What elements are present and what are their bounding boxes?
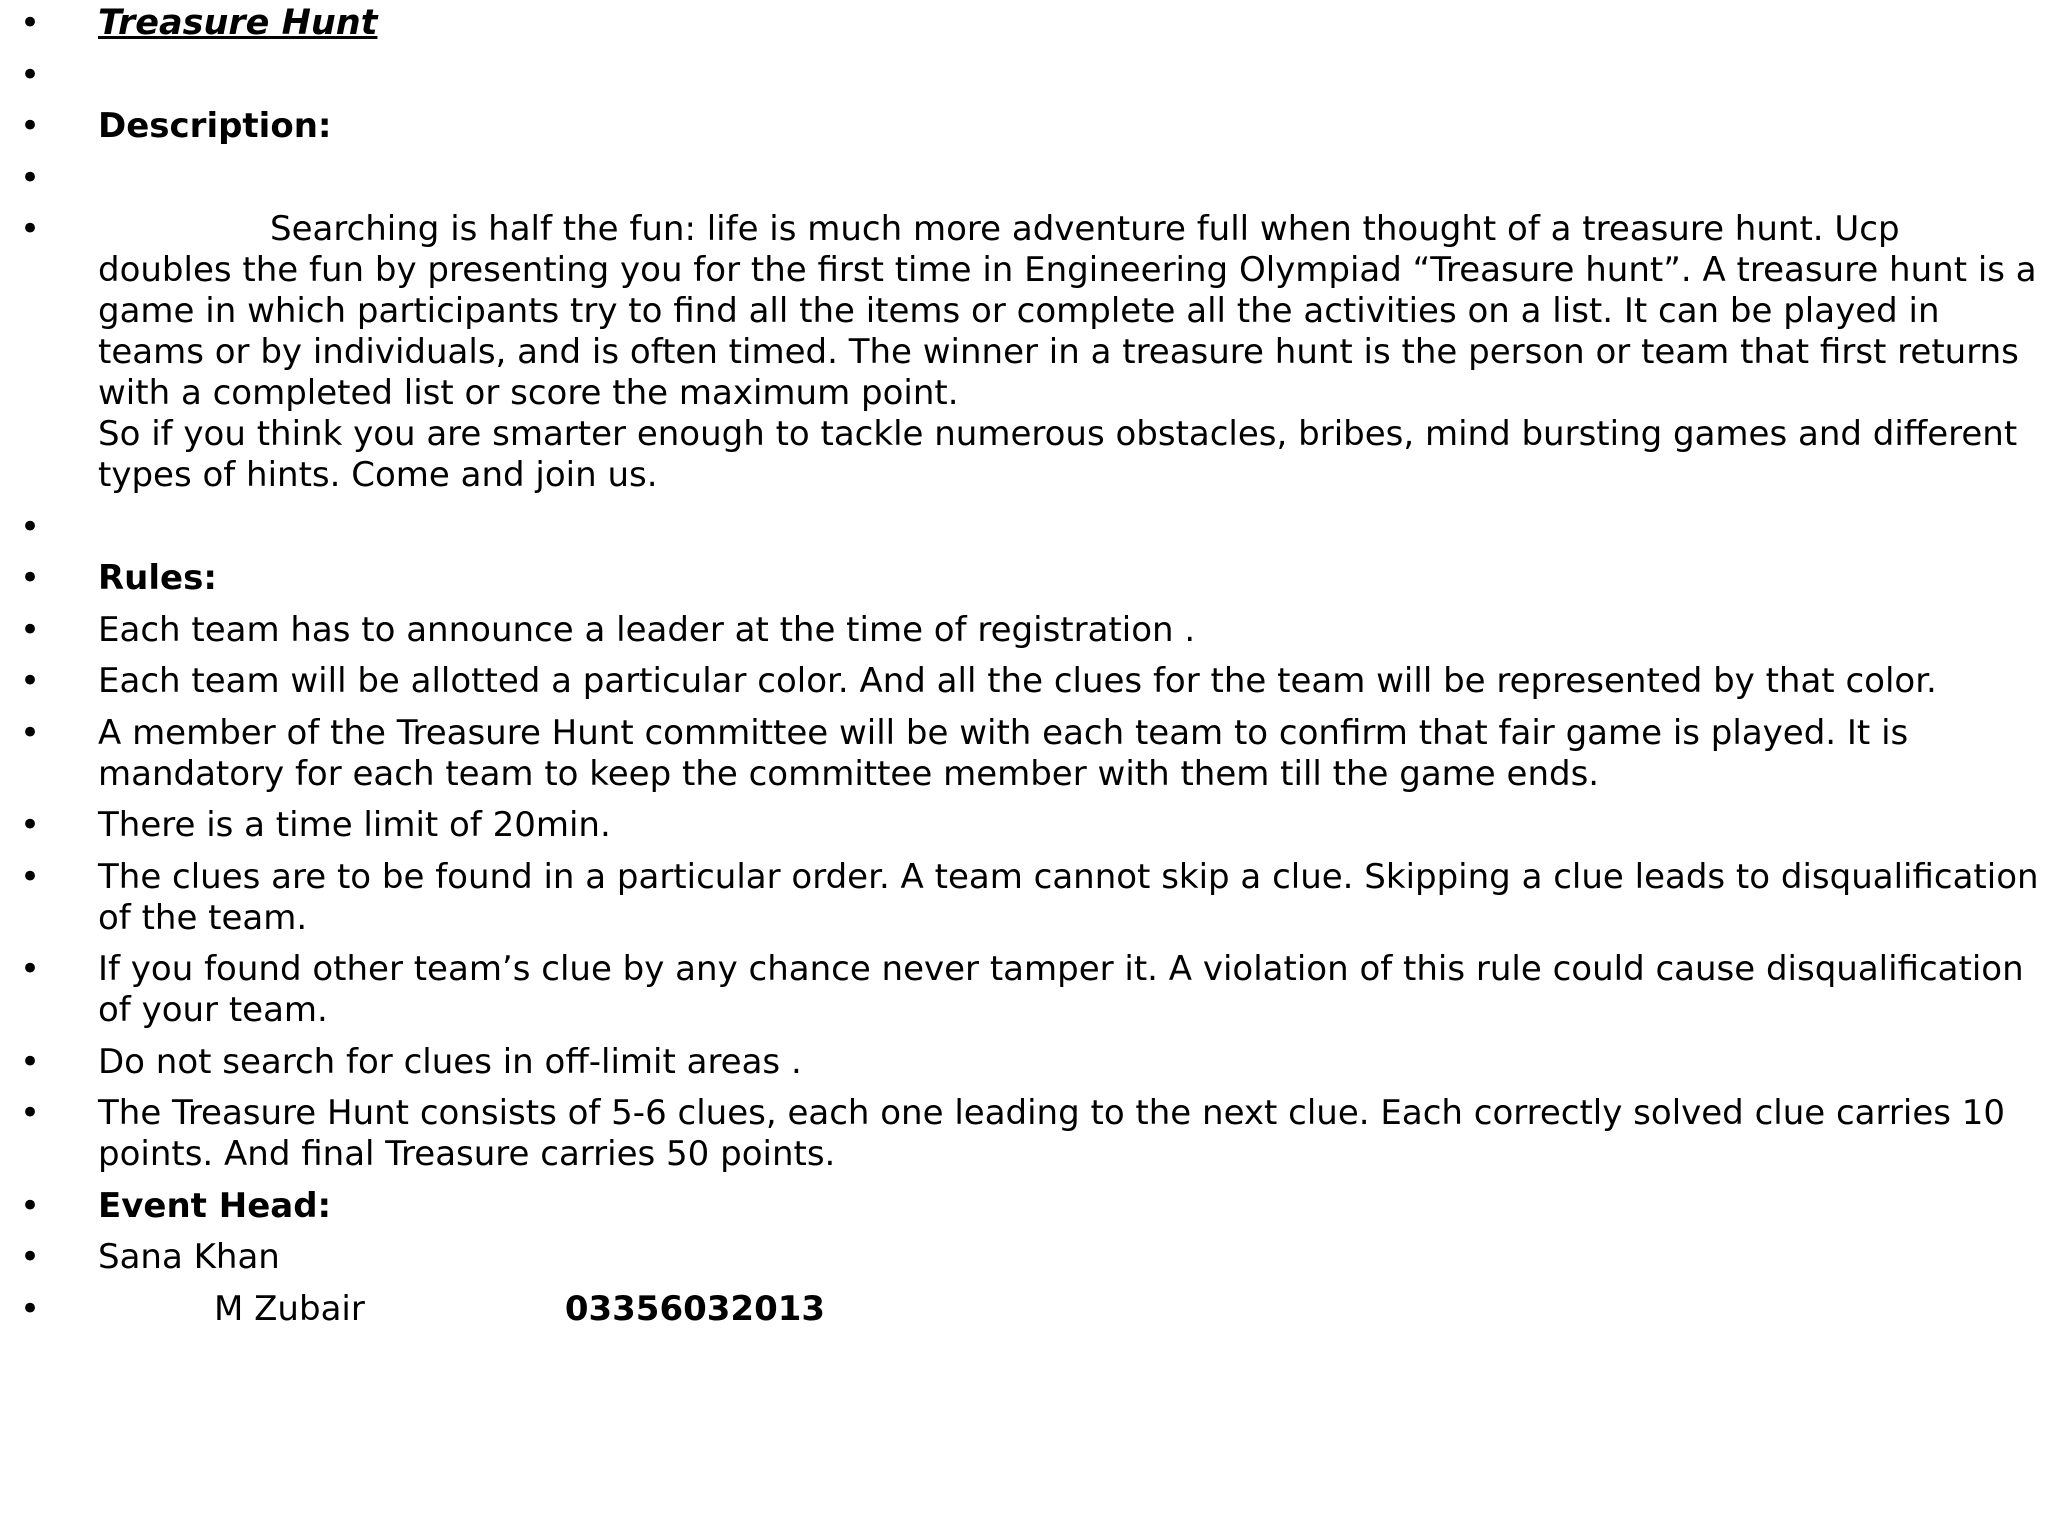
empty-item: [0, 158, 2048, 199]
description-heading: Description:: [98, 106, 332, 146]
rule-item: [0, 857, 2048, 939]
page-title: Treasure Hunt: [98, 3, 378, 43]
event-head-heading-item: [0, 1186, 2048, 1227]
bullet-icon: •: [20, 3, 41, 43]
rule-item: [0, 661, 2048, 702]
bullet-icon: •: [20, 1237, 41, 1277]
contact-item: [0, 1289, 2048, 1330]
rule-text: The clues are to be found in a particular order. A team cannot skip a clue. Skipping a clue leads to disqualification of the team.: [98, 856, 2039, 938]
bullet-icon: •: [20, 506, 41, 547]
rule-text: Each team will be allotted a particular color. And all the clues for the team will be represented by that color.: [98, 661, 1937, 701]
rule-text: The Treasure Hunt consists of 5-6 clues, each one leading to the next clue. Each correctly solved clue carries 10 points. And final Treasure carries 50 points.: [98, 1093, 2006, 1174]
empty-item: [0, 507, 2048, 548]
bullet-icon: •: [20, 609, 41, 650]
description-paragraph-2: So if you think you are smarter enough to tackle numerous obstacles, bribes, mind bursting games and different types of hints. Come and join us.: [98, 414, 2018, 495]
event-head-name-item: [0, 1237, 2048, 1278]
empty-item: [0, 55, 2048, 96]
rule-item: [0, 949, 2048, 1031]
bullet-icon: •: [20, 54, 41, 95]
contact-phone: 03356032013: [564, 1288, 826, 1329]
bullet-icon: •: [20, 157, 41, 198]
bullet-icon: •: [20, 106, 41, 146]
rule-item: [0, 1042, 2048, 1083]
rule-text: If you found other team’s clue by any chance never tamper it. A violation of this rule could cause disqualification of your team.: [98, 949, 2024, 1030]
event-head-name: Sana Khan: [98, 1237, 280, 1277]
bullet-icon: •: [20, 209, 41, 249]
description-paragraph-1: Searching is half the fun: life is much more adventure full when thought of a treasure hunt. Ucp doubles the fun by presenting you for the first time in Engineering Olympiad “Treasure hunt”. A treasure hunt is a game in which participants try to find all the items or complete all the activities on a list. It can be played in teams or by individuals, and is often timed. The winner in a treasure hunt is the person or team that first returns with a completed list or score the maximum point.: [98, 209, 2037, 413]
description-item: [0, 209, 2048, 496]
bullet-icon: •: [20, 805, 41, 845]
bullet-icon: •: [20, 712, 41, 753]
bullet-icon: •: [20, 1288, 41, 1329]
rule-item: [0, 1093, 2048, 1175]
bullet-icon: •: [20, 1185, 41, 1226]
bullet-icon: •: [20, 949, 41, 989]
bullet-list: [0, 3, 2048, 1340]
rules-heading-item: [0, 558, 2048, 599]
rule-text: Each team has to announce a leader at the time of registration .: [98, 609, 1196, 650]
rule-text: There is a time limit of 20min.: [98, 805, 611, 845]
bullet-icon: •: [20, 661, 41, 701]
description-heading-item: [0, 106, 2048, 147]
bullet-icon: •: [20, 1093, 41, 1133]
rules-heading: Rules:: [98, 558, 217, 598]
bullet-icon: •: [20, 558, 41, 598]
rule-item: [0, 805, 2048, 846]
contact-name: M Zubair: [214, 1288, 365, 1329]
title-item: [0, 3, 2048, 44]
rule-text: A member of the Treasure Hunt committee will be with each team to confirm that fair game is played. It is mandatory for each team to keep the committee member with them till the game ends.: [98, 712, 1909, 794]
rule-text: Do not search for clues in off-limit areas .: [98, 1041, 802, 1082]
event-head-heading: Event Head:: [98, 1185, 332, 1226]
rule-item: [0, 713, 2048, 795]
bullet-icon: •: [20, 1041, 41, 1082]
rule-item: [0, 610, 2048, 651]
bullet-icon: •: [20, 856, 41, 897]
